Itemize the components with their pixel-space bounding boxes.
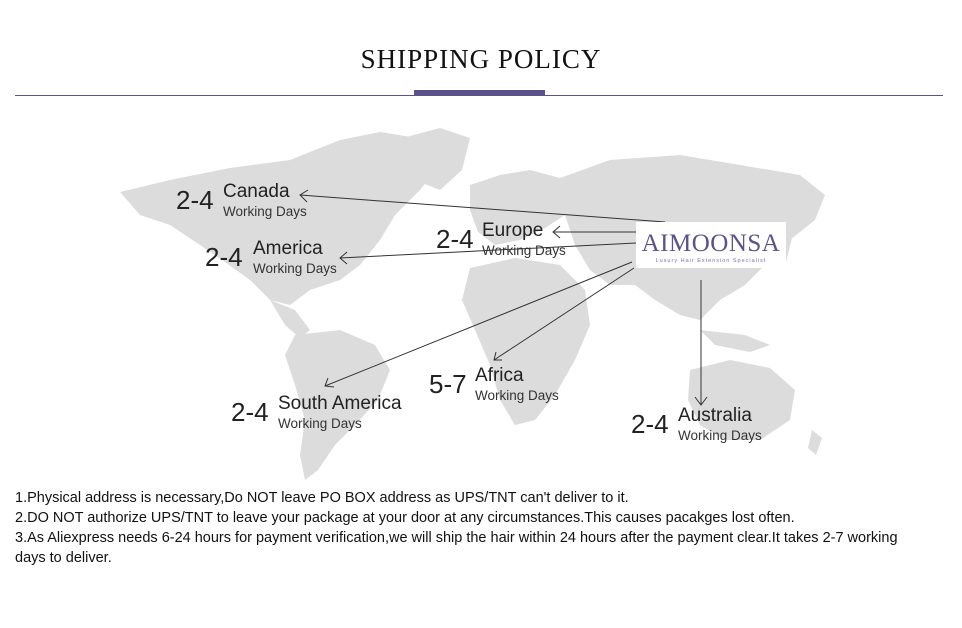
region-name: Australia	[678, 405, 752, 426]
map-central-america	[270, 300, 310, 338]
brand-tagline: Luxury Hair Extension Specialist	[655, 258, 767, 264]
region-unit: Working Days	[278, 416, 362, 431]
region-unit: Working Days	[482, 243, 566, 258]
region-days: 2-4	[436, 224, 474, 254]
page-title: SHIPPING POLICY	[360, 44, 602, 74]
region-name: Europe	[482, 220, 544, 241]
region-name: Canada	[223, 181, 290, 202]
region-days: 2-4	[205, 242, 243, 272]
region-unit: Working Days	[475, 388, 559, 403]
region-unit: Working Days	[223, 204, 307, 219]
policy-note-3: 3.As Aliexpress needs 6-24 hours for payment verification,we will ship the hair within 24 hours after the payment clear.It takes 2-7 working days to deliver.	[15, 530, 898, 566]
region-days: 2-4	[231, 397, 269, 427]
brand-name: AIMOONSA	[641, 230, 781, 257]
policy-note-2: 2.DO NOT authorize UPS/TNT to leave your package at your door at any circumstances.This causes pacakges lost often.	[15, 510, 795, 526]
region-unit: Working Days	[253, 261, 337, 276]
region-name: America	[253, 238, 323, 259]
region-name: South America	[278, 393, 402, 414]
region-days: 2-4	[176, 185, 214, 215]
policy-notes	[15, 488, 915, 568]
map-indonesia	[700, 330, 770, 352]
map-new-zealand	[808, 430, 822, 455]
brand-logo	[636, 222, 786, 268]
policy-note-1: 1.Physical address is necessary,Do NOT leave PO BOX address as UPS/TNT can't deliver to it.	[15, 490, 629, 506]
region-unit: Working Days	[678, 428, 762, 443]
region-name: Africa	[475, 365, 524, 386]
region-days: 2-4	[631, 409, 669, 439]
region-days: 5-7	[429, 369, 467, 399]
